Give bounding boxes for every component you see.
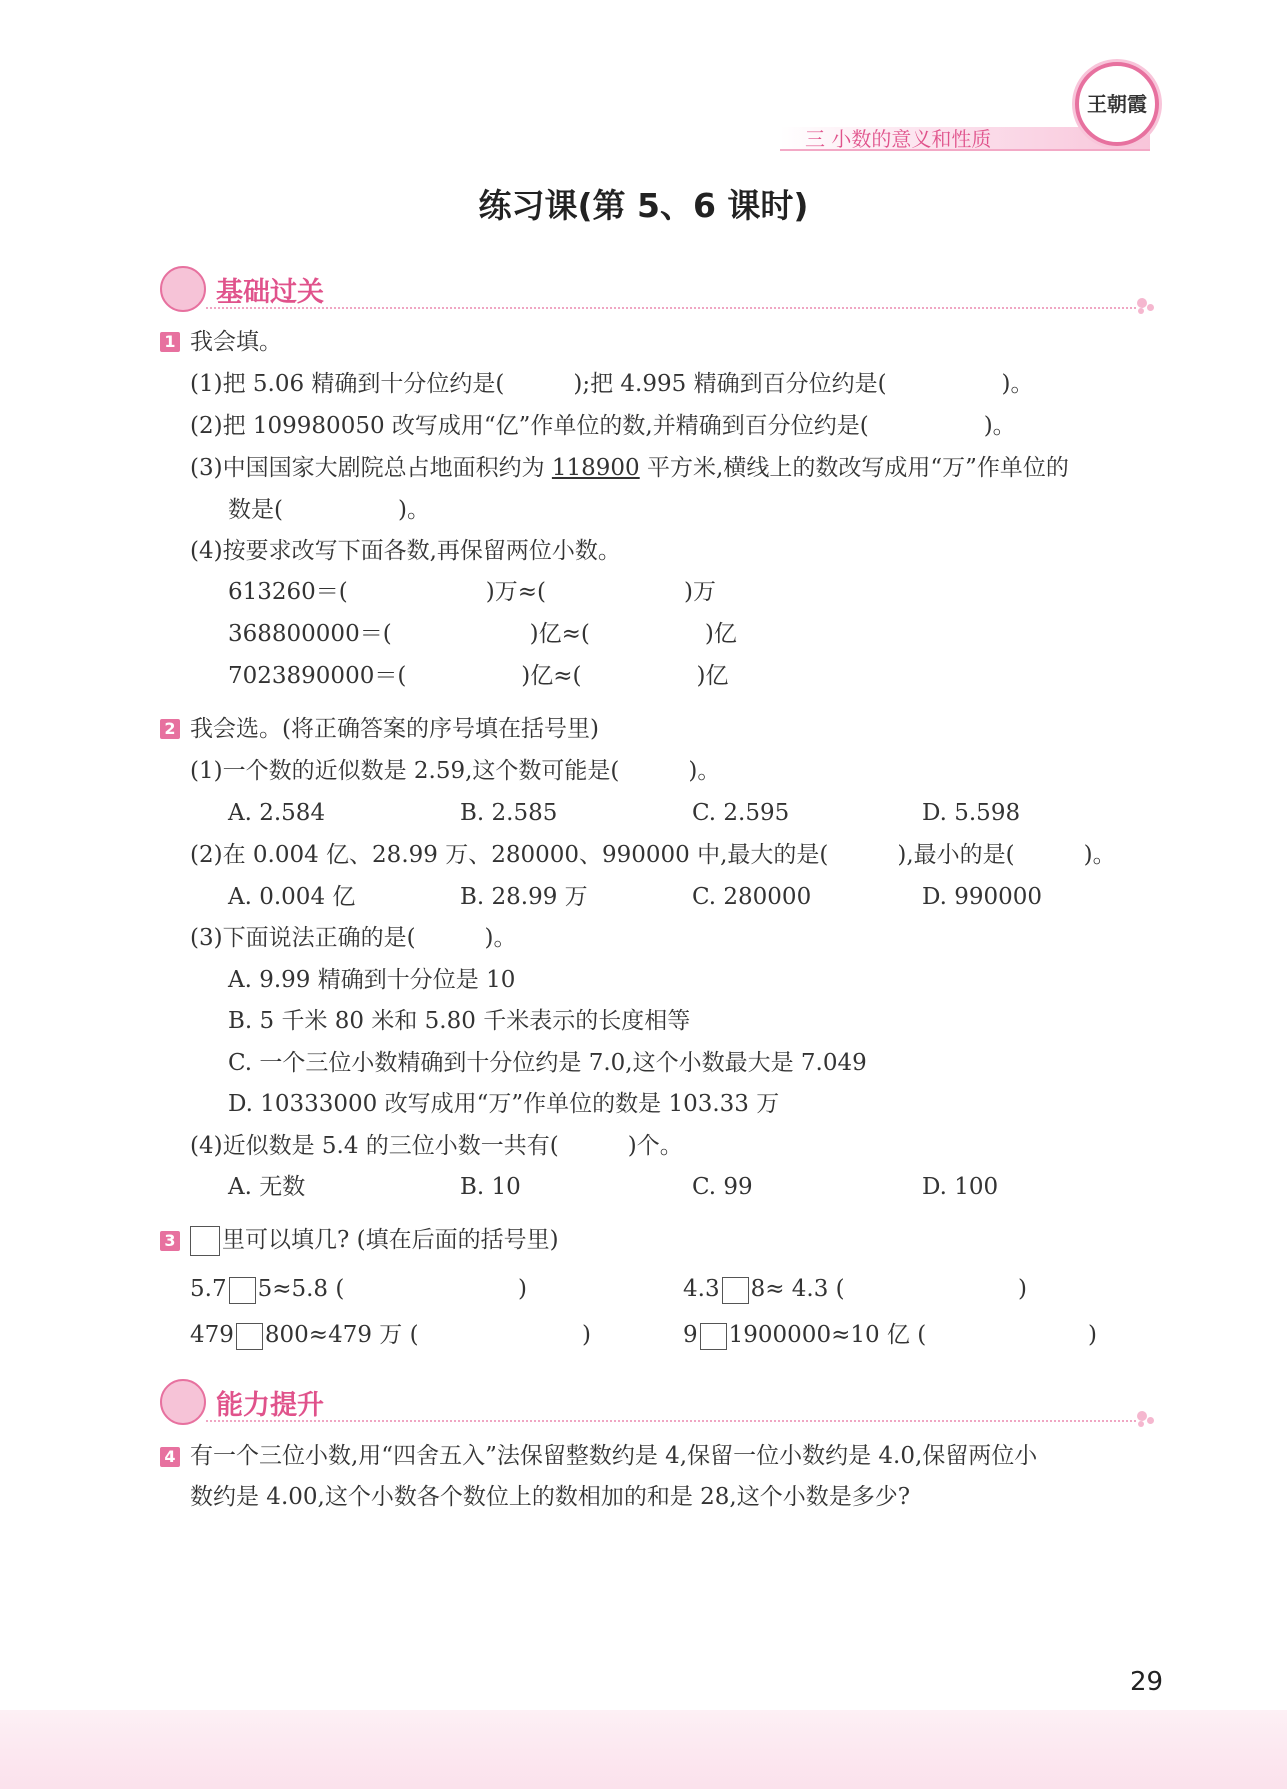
q2-sub3: (3)下面说法正确的是( )。 — [190, 925, 517, 951]
section-divider — [206, 1420, 1136, 1422]
q3-b-close: ) — [1018, 1276, 1027, 1302]
q3-c-close: ) — [582, 1322, 591, 1348]
q2-sub2: (2)在 0.004 亿、28.99 万、280000、990000 中,最大的是( ),最小的是( )。 — [190, 842, 1116, 868]
q3-d-pre: 9 — [683, 1322, 698, 1348]
q2-sub3-option: B. 5 千米 80 米和 5.80 千米表示的长度相等 — [228, 1008, 691, 1034]
q2-sub4-option: C. 99 — [692, 1174, 753, 1200]
q2-sub3-option: D. 10333000 改写成用“万”作单位的数是 103.33 万 — [228, 1091, 780, 1117]
q1-part3-pre: (3)中国国家大剧院总占地面积约为 — [190, 455, 552, 481]
q1-part3-line1 — [190, 453, 1069, 483]
question-number-3: 3 — [160, 1231, 180, 1251]
q1-part4: (4)按要求改写下面各数,再保留两位小数。 — [190, 538, 621, 564]
q2-sub1-option: C. 2.595 — [692, 800, 790, 826]
q2-sub1-option: D. 5.598 — [922, 800, 1021, 826]
q1-part2: (2)把 109980050 改写成用“亿”作单位的数,并精确到百分位约是( )。 — [190, 413, 1016, 439]
q3-c-post: 800≈479 万 ( — [264, 1322, 419, 1348]
q3-item-a — [190, 1274, 344, 1304]
section-divider — [206, 307, 1136, 309]
blank-box[interactable] — [722, 1277, 749, 1304]
q2-sub4-option: B. 10 — [460, 1174, 521, 1200]
q3-item-d — [683, 1320, 926, 1350]
q3-a-close: ) — [518, 1276, 527, 1302]
q3-item-c — [190, 1320, 419, 1350]
section-title-basic: 基础过关 — [216, 277, 324, 308]
question-number-4: 4 — [160, 1447, 180, 1467]
blank-box — [190, 1226, 220, 1256]
q2-sub3-option: C. 一个三位小数精确到十分位约是 7.0,这个小数最大是 7.049 — [228, 1050, 867, 1076]
q2-sub2-option: D. 990000 — [922, 884, 1043, 910]
q3-d-close: ) — [1088, 1322, 1097, 1348]
q2-sub4-option: A. 无数 — [228, 1174, 306, 1200]
q1-title: 我会填。 — [190, 329, 282, 355]
question-number-1: 1 — [160, 332, 180, 352]
page-title: 练习课(第 5、6 课时) — [478, 186, 809, 225]
q3-a-post: 5≈5.8 ( — [257, 1276, 345, 1302]
q1-part3-number: 118900 — [551, 455, 640, 481]
character-icon — [160, 1379, 206, 1425]
q1-part1: (1)把 5.06 精确到十分位约是( );把 4.995 精确到百分位约是( )。 — [190, 371, 1034, 397]
q2-sub4-option: D. 100 — [922, 1174, 999, 1200]
publisher-logo — [1075, 62, 1159, 146]
q2-sub1: (1)一个数的近似数是 2.59,这个数可能是( )。 — [190, 758, 721, 784]
q3-b-post: 8≈ 4.3 ( — [750, 1276, 845, 1302]
q4-line2: 数约是 4.00,这个小数各个数位上的数相加的和是 28,这个小数是多少? — [190, 1484, 911, 1510]
q1-row3: 7023890000＝( )亿≈( )亿 — [228, 663, 729, 689]
q3-a-pre: 5.7 — [190, 1276, 227, 1302]
q2-sub1-option: B. 2.585 — [460, 800, 558, 826]
section-title-advanced: 能力提升 — [216, 1390, 324, 1421]
q2-sub1-option: A. 2.584 — [228, 800, 326, 826]
q2-sub3-option: A. 9.99 精确到十分位是 10 — [228, 967, 516, 993]
q3-title — [190, 1225, 559, 1256]
q2-sub4: (4)近似数是 5.4 的三位小数一共有( )个。 — [190, 1133, 683, 1159]
q3-d-post: 1900000≈10 亿 ( — [728, 1322, 927, 1348]
question-number-2: 2 — [160, 719, 180, 739]
q3-c-pre: 479 — [190, 1322, 234, 1348]
q2-sub2-option: B. 28.99 万 — [460, 884, 588, 910]
q4-line1: 有一个三位小数,用“四舍五入”法保留整数约是 4,保留一位小数约是 4.0,保留两位小 — [190, 1443, 1038, 1469]
character-icon — [160, 266, 206, 312]
blank-box[interactable] — [236, 1323, 263, 1350]
q3-item-b — [683, 1274, 845, 1304]
blank-box[interactable] — [700, 1323, 727, 1350]
header-chapter: 三 小数的意义和性质 — [805, 127, 992, 151]
q3-b-pre: 4.3 — [683, 1276, 720, 1302]
page-number: 29 — [1130, 1667, 1164, 1697]
q1-row1: 613260＝( )万≈( )万 — [228, 579, 716, 605]
q2-sub2-option: C. 280000 — [692, 884, 812, 910]
q3-title-text: 里可以填几? (填在后面的括号里) — [222, 1227, 559, 1253]
blank-box[interactable] — [229, 1277, 256, 1304]
footer-band — [0, 1710, 1287, 1789]
logo-text: 王朝霞 — [1087, 92, 1147, 116]
q1-part3-post: 平方米,横线上的数改写成用“万”作单位的 — [639, 455, 1069, 481]
q1-part3-line2: 数是( )。 — [228, 497, 430, 523]
q2-sub2-option: A. 0.004 亿 — [228, 884, 356, 910]
q1-row2: 368800000＝( )亿≈( )亿 — [228, 621, 737, 647]
q2-title: 我会选。(将正确答案的序号填在括号里) — [190, 716, 599, 742]
